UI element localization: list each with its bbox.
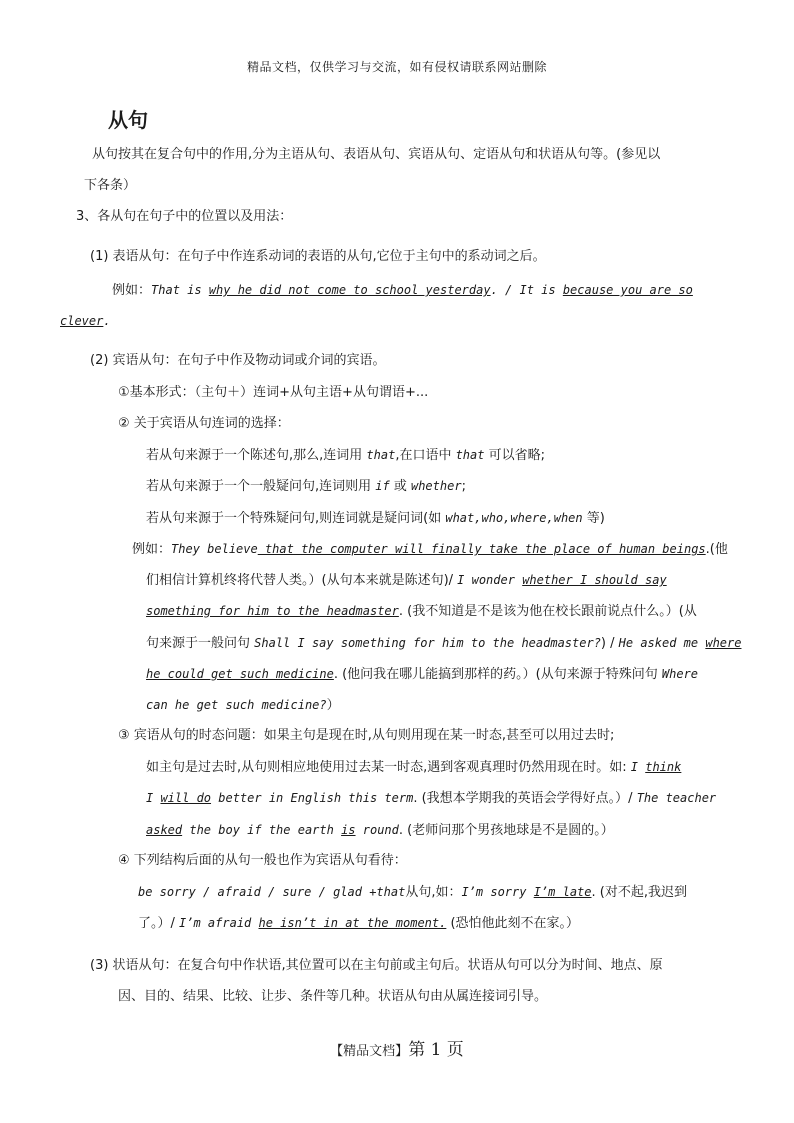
example-text: That is — [151, 283, 209, 297]
basic-form: ①基本形式：（主句＋）连词+从句主语+从句谓语+... — [118, 385, 429, 400]
example-text: I wonder — [457, 573, 523, 587]
intro-line-2: 下各条） — [84, 178, 137, 193]
example-text: I’m afraid — [179, 916, 259, 930]
example-clause: something for him to the headmaster — [146, 604, 399, 618]
example-clause: is — [341, 823, 356, 837]
rule-text: 若从句来源于一个特殊疑问句,则连词就是疑问词(如 — [146, 511, 446, 526]
rule-text: 若从句来源于一个一般疑问句,连词则用 — [146, 479, 376, 494]
conjunction-rule-2 — [146, 477, 466, 496]
example-clause: why he did not come to school yesterday — [208, 283, 491, 297]
rule-text: 若从句来源于一个陈述句,那么,连词用 — [146, 448, 367, 463]
example-clause: think — [645, 760, 682, 774]
structure-line-2 — [138, 914, 579, 933]
example-clause: clever — [60, 314, 104, 328]
example-text: 句来源于一般问句 — [146, 636, 255, 651]
example-clause: because you are so — [562, 283, 693, 297]
example-clause: he could get such medicine — [146, 667, 334, 681]
predicative-example-line-1 — [112, 281, 693, 300]
example-text: 了。）/ — [138, 916, 180, 931]
example-text: be sorry / afraid / sure / glad +that — [138, 885, 406, 899]
example-text: . / It is — [490, 283, 563, 297]
example-text: .(他 — [705, 542, 728, 557]
example-text: . (老师问那个男孩地球是不是圆的。） — [398, 823, 614, 838]
intro-line-1: 从句按其在复合句中的作用,分为主语从句、表语从句、宾语从句、定语从句和状语从句等。(参见以 — [92, 147, 661, 162]
example-clause: where — [705, 636, 742, 650]
tense-line-2 — [146, 789, 716, 808]
example-text: They believe — [171, 542, 258, 556]
example-text: the boy if the earth — [182, 823, 342, 837]
footer-brand: 【精品文档】 — [330, 1044, 409, 1059]
example-text: can he get such medicine? — [146, 698, 327, 712]
example-clause: whether I should say — [522, 573, 667, 587]
example-text: 们相信计算机终将代替人类。）(从句本来就是陈述句)/ — [146, 573, 458, 588]
object-example-line-1 — [132, 540, 728, 559]
example-text: (恐怕他此刻不在家。） — [446, 916, 580, 931]
tense-line-1 — [146, 758, 681, 777]
example-text: 从句,如： — [405, 885, 462, 900]
rule-term: that — [455, 448, 485, 462]
example-text: . (我想本学期我的英语会学得好点。）/ — [413, 791, 637, 806]
example-text: ) / — [600, 636, 619, 651]
example-label: 例如： — [112, 283, 152, 298]
example-text: ） — [326, 698, 340, 713]
example-text: He asked me — [618, 636, 706, 650]
example-text: . (对不起,我迟到 — [591, 885, 687, 900]
predicative-example-line-2 — [60, 312, 111, 331]
conjunction-rule-3 — [146, 509, 605, 528]
object-example-line-2 — [146, 571, 667, 590]
rule-text: 或 — [389, 479, 411, 494]
example-clause: asked — [146, 823, 183, 837]
rule-text: 可以省略; — [484, 448, 545, 463]
rule-term: if — [375, 479, 390, 493]
conjunction-choice-heading: ② 关于宾语从句连词的选择： — [118, 416, 290, 431]
example-text: I’m sorry — [461, 885, 534, 899]
example-clause: that the computer will finally take the place of human beings — [257, 542, 706, 556]
example-text: round — [355, 823, 399, 837]
page-title: 从句 — [108, 108, 148, 132]
structure-heading: ④ 下列结构后面的从句一般也作为宾语从句看待： — [118, 853, 407, 868]
example-text: . (他问我在哪儿能搞到那样的药。）(从句来源于特殊问句 — [333, 667, 662, 682]
object-example-line-6 — [146, 696, 340, 715]
example-clause: he isn’t in at the moment. — [258, 916, 447, 930]
object-example-line-5 — [146, 665, 698, 684]
example-text: . (我不知道是不是该为他在校长跟前说点什么。）(从 — [398, 604, 697, 619]
page-footer — [0, 1035, 794, 1060]
example-text: Where — [661, 667, 699, 681]
adverbial-clause-line-2: 因、目的、结果、比较、让步、条件等几种。状语从句由从属连接词引导。 — [118, 989, 548, 1004]
example-text: The teacher — [636, 791, 717, 805]
tense-text: 如主句是过去时,从句则相应地使用过去某一时态,遇到客观真理时仍然用现在时。如: — [146, 760, 631, 775]
example-text: I — [146, 791, 161, 805]
rule-text: ; — [461, 479, 466, 494]
adverbial-clause-line-1: (3) 状语从句：在复合句中作状语,其位置可以在主句前或主句后。状语从句可以分为时间、地点、原 — [90, 958, 663, 973]
example-label: 例如： — [132, 542, 172, 557]
predicative-clause-heading: (1) 表语从句：在句子中作连系动词的表语的从句,它位于主句中的系动词之后。 — [90, 249, 546, 264]
page-header: 精品文档，仅供学习与交流，如有侵权请联系网站删除 — [246, 60, 547, 74]
section-3-heading: 3、各从句在句子中的位置以及用法： — [76, 209, 293, 224]
example-text: . — [103, 314, 111, 328]
tense-line-3 — [146, 821, 614, 840]
example-text: Shall I say something for him to the headmaster? — [254, 636, 601, 650]
structure-line-1 — [138, 883, 687, 902]
rule-text: 等) — [582, 511, 605, 526]
object-example-line-3 — [146, 602, 697, 621]
object-example-line-4 — [146, 634, 741, 653]
object-clause-heading: (2) 宾语从句：在句子中作及物动词或介词的宾语。 — [90, 353, 386, 368]
rule-text: ,在口语中 — [395, 448, 456, 463]
conjunction-rule-1 — [146, 446, 545, 465]
tense-heading: ③ 宾语从句的时态问题：如果主句是现在时,从句则用现在某一时态,甚至可以用过去时; — [118, 728, 615, 743]
rule-term: what,who,where,when — [445, 511, 583, 525]
example-clause: I’m late — [533, 885, 592, 899]
rule-term: that — [366, 448, 396, 462]
page-number: 第 1 页 — [408, 1040, 464, 1060]
rule-term: whether — [410, 479, 462, 493]
example-text: better in English this term — [211, 791, 414, 805]
example-text: I — [630, 760, 646, 774]
example-clause: will do — [160, 791, 212, 805]
